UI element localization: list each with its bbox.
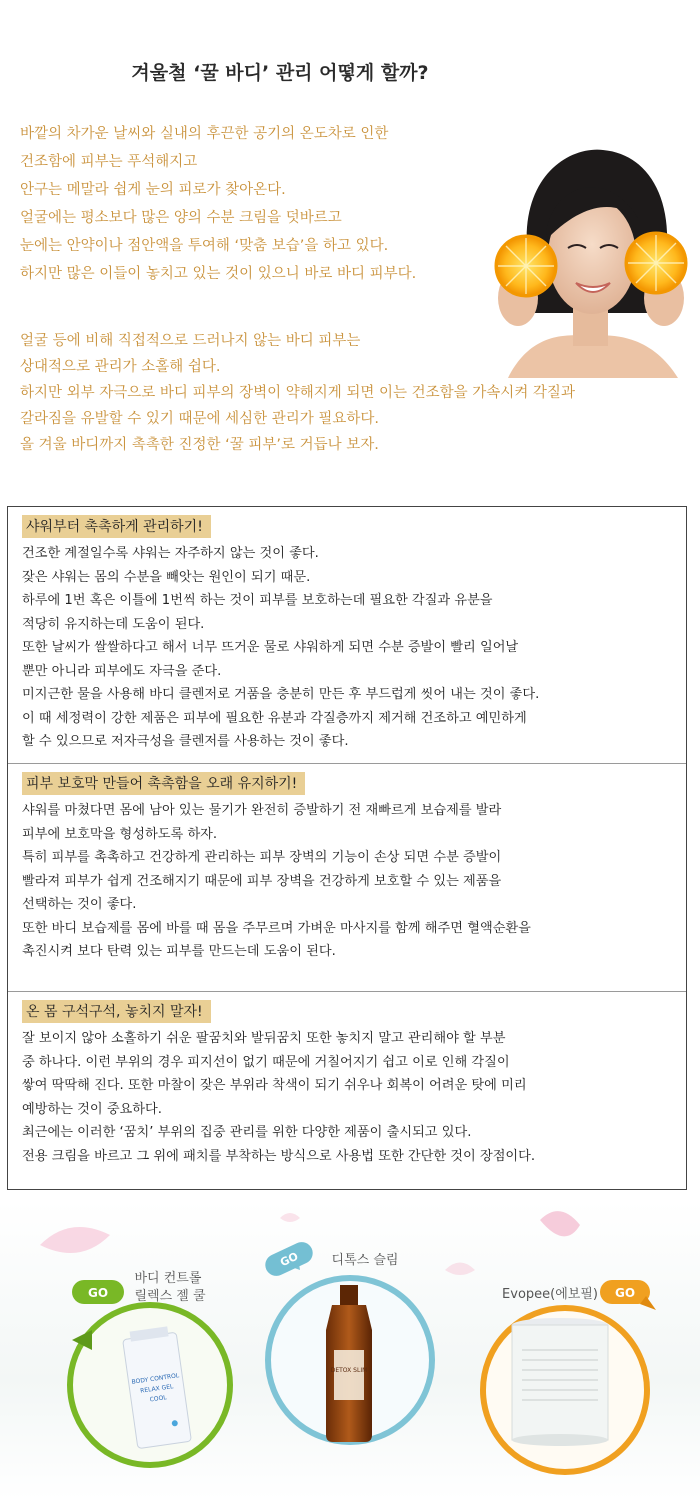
section-line: 중 하나다. 이런 부위의 경우 피지선이 없기 때문에 거칠어지기 쉽고 이로 인해 각질이 [22, 1054, 510, 1070]
intro-line: 상대적으로 관리가 소홀해 쉽다. [20, 359, 221, 375]
tip-section-elbows [8, 991, 686, 1189]
tube-label: BODY CONTROL [131, 1372, 180, 1386]
go-badge: GO [278, 1249, 301, 1270]
section-line: 최근에는 이러한 ‘꿈치’ 부위의 집중 관리를 위한 다양한 제품이 출시되고 있다. [22, 1125, 472, 1140]
intro-paragraph-1 [20, 120, 490, 288]
product-label-line1: 바디 컨트롤 [134, 1271, 202, 1286]
intro-line: 얼굴에는 평소보다 많은 양의 수분 크림을 덧바르고 [20, 210, 342, 226]
intro-line: 안구는 메말라 쉽게 눈의 피로가 찾아온다. [20, 182, 286, 198]
intro-line: 올 겨울 바디까지 촉촉한 진정한 ‘꿀 피부’로 거듭나 보자. [20, 437, 379, 453]
go-badge: GO [614, 1286, 636, 1300]
tips-box [7, 506, 687, 1190]
bottle-label: DETOX SLIM [330, 1367, 368, 1374]
section-line: 쌓여 딱딱해 진다. 또한 마찰이 잦은 부위라 착색이 되기 쉬우나 회복이 어려운 탓에 미리 [22, 1078, 527, 1093]
section-line: 뿐만 아니라 피부에도 자극을 준다. [22, 663, 222, 679]
section-heading: 샤워부터 촉촉하게 관리하기! [22, 515, 211, 538]
intro-line: 얼굴 등에 비해 직접적으로 드러나지 않는 바디 피부는 [20, 333, 361, 349]
section-line: 피부에 보호막을 형성하도록 하자. [22, 826, 218, 842]
svg-text:COOL: COOL [149, 1394, 168, 1404]
section-line: 촉진시켜 보다 탄력 있는 피부를 만드는데 도움이 된다. [22, 944, 336, 959]
product-label-line2: 릴렉스 젤 쿨 [134, 1289, 206, 1304]
intro-line: 눈에는 안약이나 점안액을 투여해 ‘맞춤 보습’을 하고 있다. [20, 238, 389, 254]
tip-section-moisture [8, 763, 686, 991]
product-label: Evopee(에보필) [502, 1287, 598, 1302]
svg-text:RELAX GEL: RELAX GEL [139, 1383, 174, 1395]
go-badge: GO [87, 1286, 109, 1300]
section-line: 전용 크림을 바르고 그 위에 패치를 부착하는 방식으로 사용법 또한 간단한 것이 장점이다. [22, 1148, 536, 1164]
section-line: 빨라져 피부가 쉽게 건조해지기 때문에 피부 장벽을 건강하게 보호할 수 있는 제품을 [22, 873, 502, 889]
intro-line: 바깥의 차가운 날씨와 실내의 후끈한 공기의 온도차로 인한 [20, 126, 389, 142]
section-line: 미지근한 물을 사용해 바디 클렌저로 거품을 충분히 만든 후 부드럽게 씻어 내는 것이 좋다. [22, 687, 540, 702]
intro-line: 건조함에 피부는 푸석해지고 [20, 154, 198, 170]
section-line: 적당히 유지하는데 도움이 된다. [22, 616, 205, 632]
woman-with-oranges-photo [488, 138, 688, 378]
section-line: 또한 날씨가 쌀쌀하다고 해서 너무 뜨거운 물로 샤워하게 되면 수분 증발이 빨리 일어날 [22, 640, 519, 655]
section-line: 특히 피부를 촉촉하고 건강하게 관리하는 피부 장벽의 기능이 손상 되면 수분 증발이 [22, 850, 502, 865]
section-line: 잦은 샤워는 몸의 수분을 빼앗는 원인이 되기 때문. [22, 569, 311, 585]
product-showcase [0, 1200, 700, 1500]
section-line: 샤워를 마쳤다면 몸에 남아 있는 물기가 완전히 증발하기 전 재빠르게 보습제를 발라 [22, 803, 502, 818]
section-heading: 피부 보호막 만들어 촉촉함을 오래 유지하기! [22, 772, 305, 795]
intro-line: 하지만 많은 이들이 놓치고 있는 것이 있으니 바로 바디 피부다. [20, 266, 417, 282]
section-line: 선택하는 것이 좋다. [22, 897, 137, 912]
intro-line: 갈라짐을 유발할 수 있기 때문에 세심한 관리가 필요하다. [20, 411, 380, 427]
intro-line: 하지만 외부 자극으로 바디 피부의 장벽이 약해지게 되면 이는 건조함을 가속시켜 각질과 [20, 385, 575, 401]
section-line: 이 때 세정력이 강한 제품은 피부에 필요한 유분과 각질층까지 제거해 건조하고 예민하게 [22, 710, 527, 726]
section-line: 예방하는 것이 중요하다. [22, 1101, 162, 1117]
page-title: 겨울철 ‘꿀 바디’ 관리 어떻게 할까? [131, 62, 429, 84]
section-line: 잘 보이지 않아 소홀하기 쉬운 팔꿈치와 발뒤꿈치 또한 놓치지 말고 관리해야 할 부분 [22, 1031, 506, 1046]
section-line: 건조한 계절일수록 샤워는 자주하지 않는 것이 좋다. [22, 546, 319, 561]
product-label: 디톡스 슬림 [331, 1253, 399, 1268]
section-line: 할 수 있으므로 저자극성을 클렌저를 사용하는 것이 좋다. [22, 734, 349, 749]
tip-section-shower [8, 507, 686, 763]
section-line: 하루에 1번 혹은 이틀에 1번씩 하는 것이 피부를 보호하는데 필요한 각질과 유분을 [22, 593, 493, 608]
section-line: 또한 바디 보습제를 몸에 바를 때 몸을 주무르며 가벼운 마사지를 함께 해주면 혈액순환을 [22, 920, 531, 936]
section-heading: 온 몸 구석구석, 놓치지 말자! [22, 1000, 211, 1023]
